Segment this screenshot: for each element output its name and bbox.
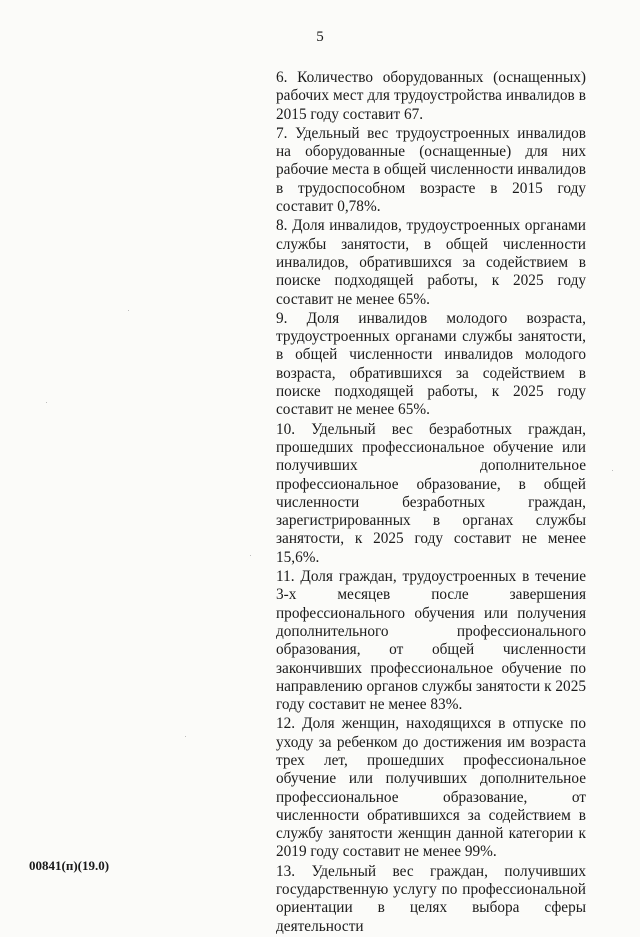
list-item-12: 12. Доля женщин, находящихся в отпуске по уходу за ребенком до достижения им возраста трех лет, прошедших профессиональное обучение или получивших дополнительное профессиональное образование, от численности обратившихся за содействием в службу занятости женщин данной категории к 2019 году составит не менее 99%. xyxy=(276,715,586,861)
scan-speck xyxy=(612,470,613,471)
list-item-13: 13. Удельный вес граждан, получивших государственную услугу по профессиональной ориентации в целях выбора сферы деятельности xyxy=(276,862,586,935)
list-item-6: 6. Количество оборудованных (оснащенных) рабочих мест для трудоустройства инвалидов в 2015 году составит 67. xyxy=(276,69,586,123)
scan-speck xyxy=(185,736,186,737)
scan-speck xyxy=(250,555,251,556)
document-code: 00841(п)(19.0) xyxy=(29,858,110,873)
document-body xyxy=(276,69,586,937)
list-item-7: 7. Удельный вес трудоустроенных инвалидов на оборудованные (оснащенные) для них рабочие места в общей численности инвалидов в трудоспособном возрасте в 2015 году составит 0,78%. xyxy=(276,124,586,216)
scan-speck xyxy=(128,310,129,311)
scan-speck xyxy=(46,402,47,403)
list-item-11: 11. Доля граждан, трудоустроенных в течение 3-х месяцев после завершения профессионального обучения или получения дополнительного профессионального образования, от общей численности закончивших профессиональное обучение по направлению органов службы занятости к 2025 году составит не менее 83%. xyxy=(276,568,586,714)
list-item-10: 10. Удельный вес безработных граждан, прошедших профессиональное обучение или получивших дополнительное профессиональное образование, в общей численности безработных граждан, зарегистрированных в органах службы занятости, к 2025 году составит не менее 15,6%. xyxy=(276,420,586,566)
list-item-8: 8. Доля инвалидов, трудоустроенных органами службы занятости, в общей численности инвалидов, обратившихся за содействием в поиске подходящей работы, к 2025 году составит не менее 65%. xyxy=(276,217,586,308)
page-number: 5 xyxy=(316,29,324,45)
list-item-9: 9. Доля инвалидов молодого возраста, трудоустроенных органами службы занятости, в общей численности инвалидов молодого возраста, обратившихся за содействием в поиске подходящей работы, к 2025 году составит не менее 65%. xyxy=(276,309,586,419)
